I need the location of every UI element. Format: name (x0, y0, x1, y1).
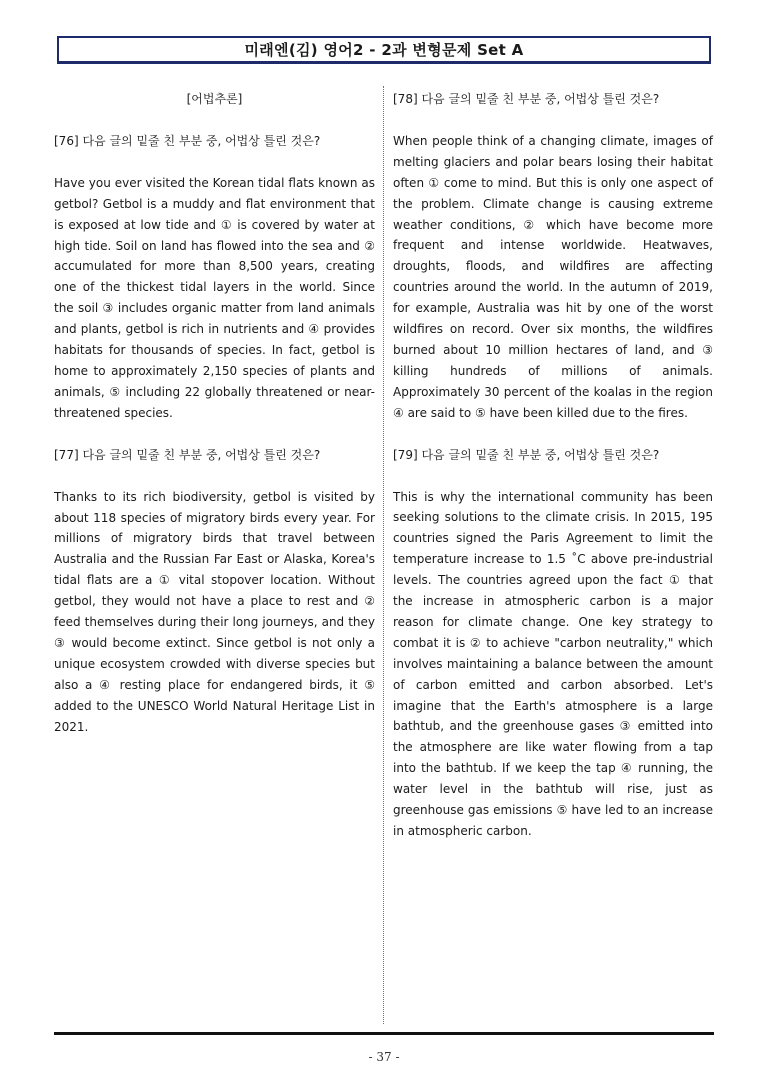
question-76: [76] 다음 글의 밑줄 친 부분 중, 어법상 틀린 것은? (54, 133, 321, 148)
passage-79: This is why the international community has been seeking solutions to the climate crisis. In 2015, 195 countries signed the Paris Agreement to limit the temperature increase to 1.5 ˚C above pre-industrial levels. The countries agreed upon the fact ① that the increase in atmospheric carbon is a major reason for climate change. One key strategy to combat it is ② to achieve "carbon neutrality," which involves maintaining a balance between the amount of carbon emitted and carbon absorbed. Let's imagine that the Earth's atmosphere is a large bathtub, and the greenhouse gases ③ emitted into the atmosphere are like water flowing from a tap into the bathtub. If we keep the tap ④ running, the water level in the bathtub will rise, just as greenhouse gas emissions ⑤ have led to an increase in atmospheric carbon. (393, 489, 713, 838)
passage-78: When people think of a changing climate, images of melting glaciers and polar bears losing their habitat often ① come to mind. But this is only one aspect of the problem. Climate change is causing extreme weather conditions, ② which have become more frequent and intense worldwide. Heatwaves, droughts, floods, and wildfires are affecting countries around the world. In the autumn of 2019, for example, Australia was hit by one of the worst wildfires on record. Over six months, the wildfires burned about 10 million hectares of land, and ③ killing hundreds of millions of animals. Approximately 30 percent of the koalas in the region ④ are said to ⑤ have been killed due to the fires. (393, 133, 713, 420)
question-77: [77] 다음 글의 밑줄 친 부분 중, 어법상 틀린 것은? (54, 447, 321, 462)
footer-rule (54, 1032, 714, 1035)
passage-76: Have you ever visited the Korean tidal flats known as getbol? Getbol is a muddy and flat environment that is exposed at low tide and ① is covered by water at high tide. Soil on land has flowed into the sea and ② accumulated for more than 8,500 years, creating one of the thickest tidal layers in the world. Since the soil ③ includes organic matter from land animals and plants, getbol is rich in nutrients and ④ provides habitats for thousands of species. In fact, getbol is home to approximately 2,150 species of plants and animals, ⑤ including 22 globally threatened or near-threatened species. (54, 175, 375, 420)
column-divider (383, 86, 384, 1024)
question-79: [79] 다음 글의 밑줄 친 부분 중, 어법상 틀린 것은? (393, 447, 660, 462)
left-column (54, 89, 375, 758)
question-78: [78] 다음 글의 밑줄 친 부분 중, 어법상 틀린 것은? (393, 92, 660, 106)
passage-77: Thanks to its rich biodiversity, getbol is visited by about 118 species of migratory birds every year. For millions of migratory birds that travel between Australia and the Russian Far East or Alaska, Korea's tidal flats are a ① vital stopover location. Without getbol, they would not have a place to rest and ② feed themselves during their long journeys, and they ③ would become extinct. Since getbol is not only a unique ecosystem crowded with diverse species but also a ④ resting place for endangered birds, it ⑤ added to the UNESCO World Natural Heritage List in 2021. (54, 489, 375, 734)
right-column (393, 89, 713, 863)
page-title: 미래엔(김) 영어2 - 2과 변형문제 Set A (57, 36, 711, 64)
page-number: - 37 - (368, 1050, 400, 1064)
section-tag: [어법추론] (186, 92, 243, 106)
